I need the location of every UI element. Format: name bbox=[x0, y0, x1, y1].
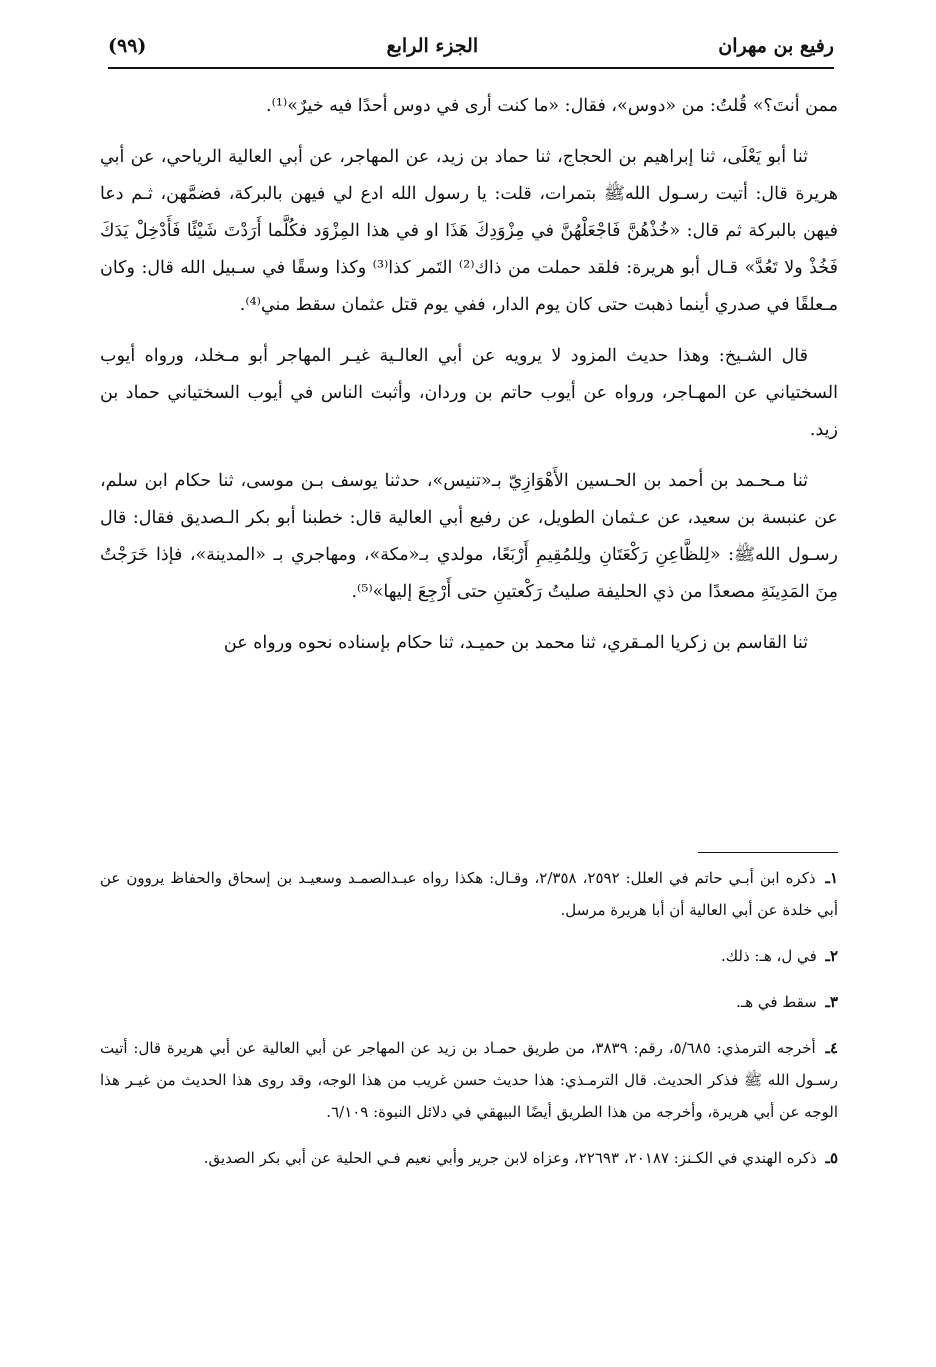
paragraph: ثنا القاسم بن زكريا المـقري، ثنا محمد بن حميـد، ثنا حكام بإسناده نحوه ورواه عن bbox=[223, 633, 808, 653]
footnote bbox=[100, 1032, 838, 1128]
paragraph: قال الشـيخ: وهذا حديث المزود لا يرويه عن أبي العالـية غيـر المهاجر أبو مـخلد، ورواه أيوب السختياني عن المهـاجر، ورواه عن أيوب حاتم بن وردان، وأثبت الناس في أيوب السختياني حماد بن زيد. bbox=[100, 346, 838, 440]
chapter-title: رفيع بن مهران bbox=[718, 35, 834, 57]
footnote-text: في ل، هـ: ذلك. bbox=[721, 947, 817, 965]
footnote-separator bbox=[698, 852, 838, 853]
footnotes bbox=[100, 862, 838, 1188]
footnote-text: أخرجه الترمذي: ٥/٦٨٥، رقم: ٣٨٣٩، من طريق حمـاد بن زيد عن المهاجر عن أبي العالية عن أبي هريرة قال: أتيت رسـول الله ﷺ فذكر الحديث. قال الترمـذي: هذا حديث حسن غريب من هذا الوجه، وقد روى هذا الحديث من غيـر هذا الوجه عن أبي هريرة، وأخرجه من هذا الطريق أيضًا البيهقي في دلائل النبوة: ٦/١٠٩. bbox=[100, 1039, 838, 1121]
paragraph: ممن أنتَ؟» قُلتُ: من «دوس»، فقال: «ما كنت أرى في دوس أحدًا فيه خيرٌ»⁽¹⁾. bbox=[266, 96, 838, 116]
running-header bbox=[108, 28, 834, 64]
footnote-number: ٥ـ bbox=[825, 1149, 838, 1167]
paragraph: ثنا أبو يَعْلَى، ثنا إبراهيم بن الحجاج، ثنا حماد بن زيد، عن المهاجر، عن أبي العالية الرياحي، عن أبي هريرة قال: أتيت رسـول اللهﷺ بتمرات، قلت: يا رسول الله ادع لي فيهن بالبركة، فضمَّهن، ثـم دعا فيهن بالبركة ثم قال: «خُذْهُنَّ فَاجْعَلْهُنَّ في مِزْوَدِكَ هَذَا او في هذا المِزْوَد فكُلَّما أَرَدْتَ شَيْئًا فَأَدْخِلْ يَدَكَ فَخُذْ ولا تَعُدَّ» قـال أبو هريرة: فلقد حملت من ذاك⁽²⁾ التَمر كذا⁽³⁾ وكذا وسقًا في سـبيل الله قال: وكان مـعلقًا في صدري أينما ذهبت حتى كان يوم الدار، ففي يوم قتل عثمان سقط مني⁽⁴⁾. bbox=[100, 147, 838, 315]
footnote-text: سقط في هـ. bbox=[736, 993, 817, 1011]
footnote-number: ٤ـ bbox=[825, 1039, 839, 1057]
footnote bbox=[100, 986, 838, 1018]
footnote bbox=[100, 1142, 838, 1174]
footnote-text: ذكره الهندي في الكـنز: ٢٠١٨٧، ٢٢٦٩٣، وعزاه لابن جرير وأبي نعيم فـي الحلية عن أبي بكر الصديق. bbox=[203, 1149, 817, 1167]
footnote bbox=[100, 940, 838, 972]
footnote-number: ٣ـ bbox=[825, 993, 838, 1011]
footnote-text: ذكره ابن أبـي حاتم في العلل: ٢٥٩٢، ٢/٣٥٨، وقـال: هكذا رواه عبـدالصمـد وسعيـد بن إسحاق والحفاظ يروون عن أبي خلدة عن أبي العالية أن أبا هريرة مرسل. bbox=[100, 869, 838, 919]
paragraph: ثنا مـحـمد بن أحمد بن الحـسين الأَهْوَازِيّ بـ«تنيس»، حدثنا يوسف بـن موسى، ثنا حكام ابن سلم، عن عنبسة بن سعيد، عن عـثمان الطويل، عن رفيع أبي العالية قال: خطبنا أبو بكر الـصديق فقال: قال رسـول اللهﷺ: «لِلظَّاعِنِ رَكْعَتَانِ ولِلمُقِيمِ أَرْبَعًا، مولدي بـ«مكة»، ومهاجري بـ «المدينة»، فإذا خَرَجْتُ مِنَ المَدِينَةِ مصعدًا من ذي الحليفة صليتُ رَكْعتينِ حتى أَرْجِعَ إليها»⁽⁵⁾. bbox=[100, 471, 838, 602]
main-text bbox=[100, 88, 838, 676]
header-rule bbox=[108, 67, 834, 69]
part-title: الجزء الرابع bbox=[386, 35, 479, 57]
page-number: (٩٩) bbox=[108, 35, 147, 57]
footnote-number: ٢ـ bbox=[825, 947, 838, 965]
footnote-number: ١ـ bbox=[825, 869, 839, 887]
footnote bbox=[100, 862, 838, 926]
